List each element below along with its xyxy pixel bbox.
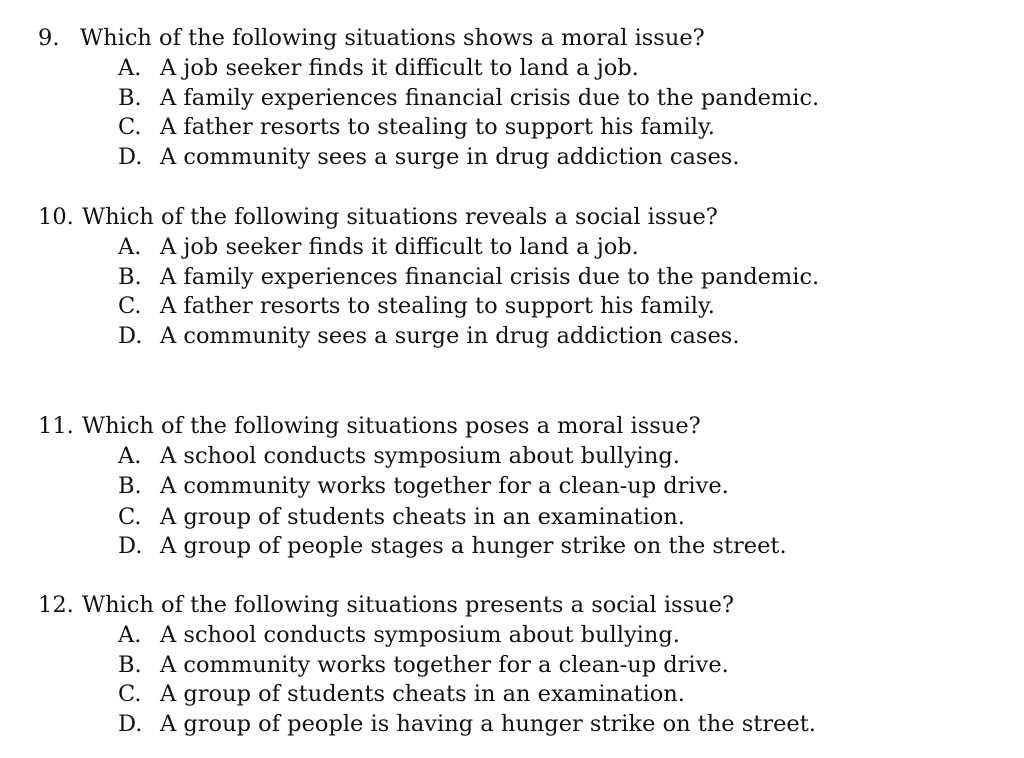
choice-11b	[118, 471, 729, 501]
choice-11c	[118, 502, 685, 532]
choice-9b	[118, 83, 819, 113]
choice-letter: D.	[118, 711, 143, 737]
choice-text: A community works together for a clean-up drive.	[160, 652, 729, 678]
choice-text: A father resorts to stealing to support his family.	[160, 293, 715, 319]
question-number: 11.	[38, 413, 74, 439]
question-12-stem	[38, 590, 734, 620]
choice-9d	[118, 142, 739, 172]
choice-text: A family experiences financial crisis due to the pandemic.	[160, 85, 820, 111]
choice-text: A group of students cheats in an examination.	[160, 504, 685, 530]
choice-11a	[118, 441, 680, 471]
choice-text: A community sees a surge in drug addiction cases.	[160, 323, 740, 349]
choice-letter: C.	[118, 293, 142, 319]
question-number: 9.	[38, 25, 60, 51]
choice-12a	[118, 620, 680, 650]
question-text: Which of the following situations reveals a social issue?	[82, 204, 718, 230]
choice-letter: B.	[118, 473, 142, 499]
choice-letter: D.	[118, 144, 143, 170]
question-number: 12.	[38, 592, 74, 618]
choice-text: A job seeker finds it difficult to land a job.	[160, 234, 639, 260]
choice-letter: B.	[118, 85, 142, 111]
choice-12d	[118, 709, 816, 739]
choice-10c	[118, 291, 715, 321]
choice-letter: C.	[118, 681, 142, 707]
choice-text: A job seeker finds it difficult to land a job.	[160, 55, 639, 81]
choice-letter: A.	[118, 55, 142, 81]
choice-letter: B.	[118, 264, 142, 290]
choice-letter: B.	[118, 652, 142, 678]
choice-text: A family experiences financial crisis due to the pandemic.	[160, 264, 820, 290]
choice-text: A group of students cheats in an examination.	[160, 681, 685, 707]
question-10-stem	[38, 202, 718, 232]
question-text: Which of the following situations shows a moral issue?	[80, 25, 705, 51]
choice-text: A community works together for a clean-up drive.	[160, 473, 729, 499]
choice-letter: A.	[118, 234, 142, 260]
choice-9c	[118, 112, 715, 142]
choice-text: A group of people is having a hunger strike on the street.	[160, 711, 816, 737]
choice-10b	[118, 262, 819, 292]
choice-letter: D.	[118, 323, 143, 349]
choice-12c	[118, 679, 685, 709]
question-number: 10.	[38, 204, 74, 230]
choice-letter: C.	[118, 114, 142, 140]
choice-text: A group of people stages a hunger strike on the street.	[160, 533, 787, 559]
question-11-stem	[38, 411, 701, 441]
choice-text: A father resorts to stealing to support his family.	[160, 114, 715, 140]
choice-letter: A.	[118, 622, 142, 648]
choice-text: A school conducts symposium about bullying.	[160, 622, 680, 648]
choice-10d	[118, 321, 739, 351]
choice-text: A school conducts symposium about bullying.	[160, 443, 680, 469]
choice-9a	[118, 53, 639, 83]
question-text: Which of the following situations poses a moral issue?	[82, 413, 701, 439]
choice-12b	[118, 650, 729, 680]
choice-10a	[118, 232, 639, 262]
question-text: Which of the following situations presents a social issue?	[82, 592, 735, 618]
choice-11d	[118, 531, 787, 561]
choice-letter: C.	[118, 504, 142, 530]
choice-letter: D.	[118, 533, 143, 559]
question-9-stem	[38, 23, 705, 53]
choice-letter: A.	[118, 443, 142, 469]
choice-text: A community sees a surge in drug addiction cases.	[160, 144, 740, 170]
